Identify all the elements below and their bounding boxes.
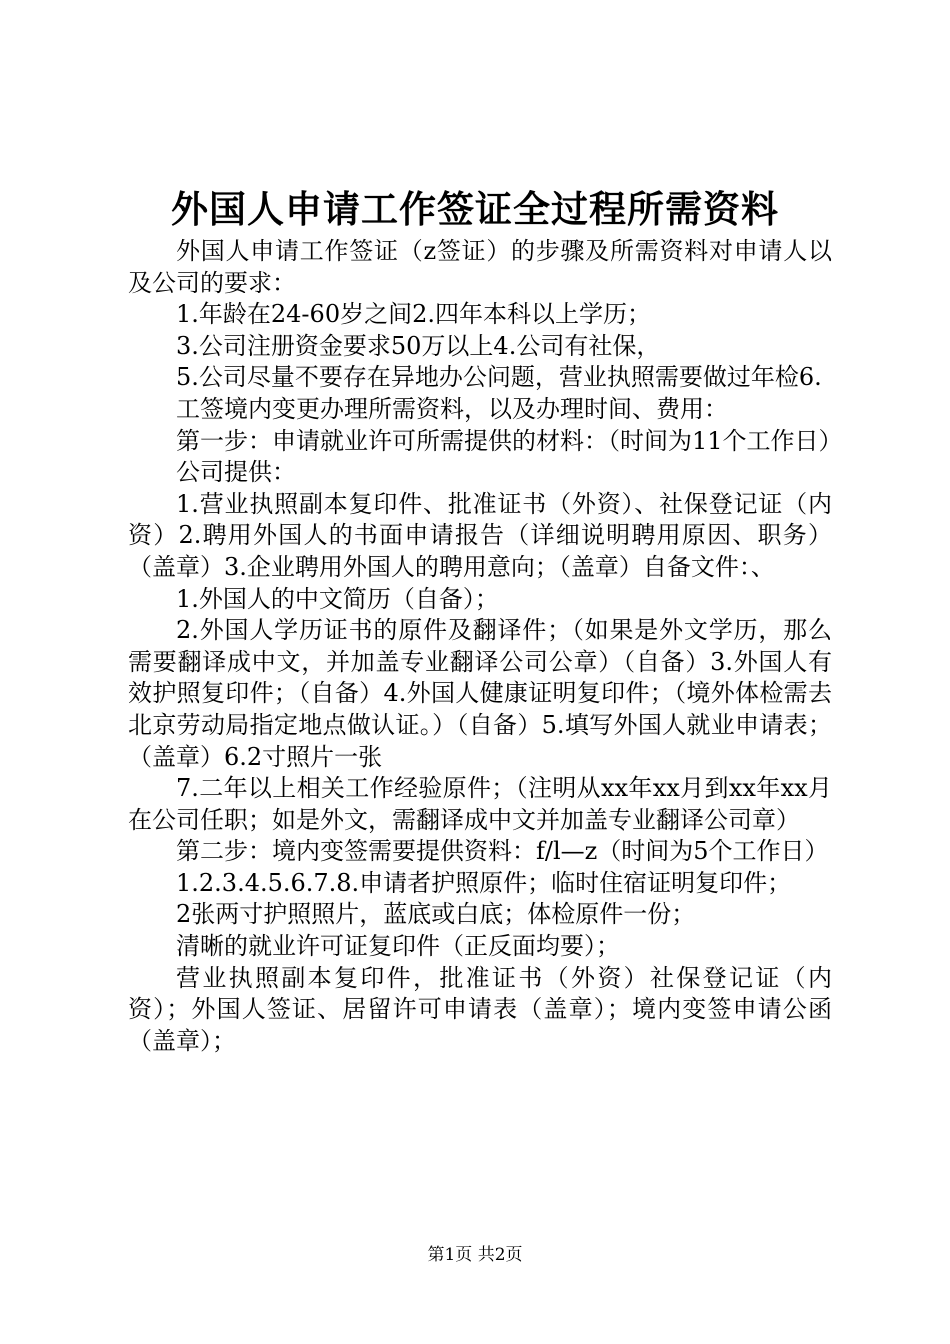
document-body — [128, 236, 843, 1057]
paragraph: 7.二年以上相关工作经验原件；（注明从xx年xx月到xx年xx月在公司任职；如是外文，需翻译成中文并加盖专业翻译公司章） — [128, 774, 832, 834]
paragraph: 1.营业执照副本复印件、批准证书（外资）、社保登记证（内资）2.聘用外国人的书面申请报告（详细说明聘用原因、职务）（盖章）3.企业聘用外国人的聘用意向；（盖章）自备文件：、 — [128, 489, 832, 581]
paragraph: 5.公司尽量不要存在异地办公问题，营业执照需要做过年检6. — [176, 363, 822, 392]
document-title: 外国人申请工作签证全过程所需资料 — [171, 187, 779, 231]
paragraph: 营业执照副本复印件，批准证书（外资）社保登记证（内资）；外国人签证、居留许可申请表（盖章）；境内变签申请公函（盖章）； — [128, 963, 832, 1055]
paragraph: 2.外国人学历证书的原件及翻译件；（如果是外文学历，那么需要翻译成中文，并加盖专业翻译公司公章）（自备）3.外国人有效护照复印件；（自备）4.外国人健康证明复印件；（境外体检需去北京劳动局指定地点做认证。）（自备）5.填写外国人就业申请表；（盖章）6.2寸照片一张 — [128, 616, 832, 771]
paragraph: 第一步：申请就业许可所需提供的材料：（时间为11个工作日） — [176, 426, 843, 455]
paragraph: 公司提供： — [176, 458, 296, 487]
paragraph: 3.公司注册资金要求50万以上4.公司有社保， — [176, 331, 661, 360]
page-number-footer: 第1页 共2页 — [427, 1245, 523, 1265]
paragraph: 1.外国人的中文简历（自备）； — [176, 584, 499, 613]
paragraph: 1.2.3.4.5.6.7.8.申请者护照原件；临时住宿证明复印件； — [176, 868, 792, 897]
paragraph: 2张两寸护照照片，蓝底或白底；体检原件一份； — [176, 900, 696, 929]
paragraph: 1.年龄在24-60岁之间2.四年本科以上学历； — [176, 300, 651, 329]
paragraph: 第二步：境内变签需要提供资料：f/l—z（时间为5个工作日） — [176, 837, 829, 866]
paragraph: 工签境内变更办理所需资料，以及办理时间、费用： — [176, 394, 728, 423]
paragraph: 清晰的就业许可证复印件（正反面均要）； — [176, 932, 620, 961]
paragraph: 外国人申请工作签证（z签证）的步骤及所需资料对申请人以及公司的要求： — [128, 237, 832, 297]
